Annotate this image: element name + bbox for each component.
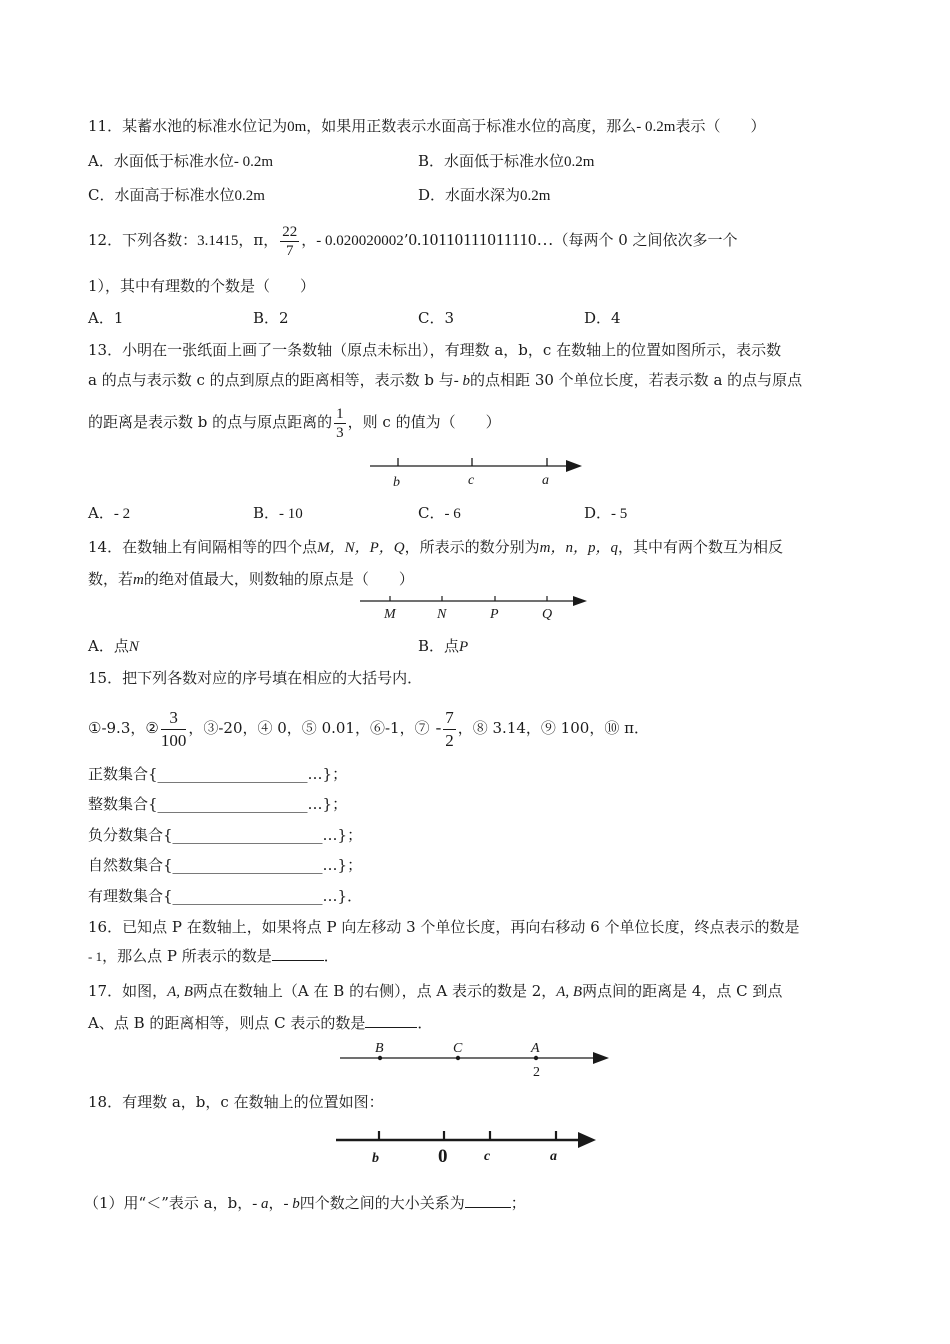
q15-numbers-2: ，③-20，④ 0，⑤ 0.01，⑥-1，⑦ [188, 719, 430, 737]
q13-option-d-value: - 5 [611, 506, 628, 522]
q13-fraction-den: 3 [336, 424, 344, 441]
q13-option-d[interactable] [584, 503, 627, 524]
q14-line-1c: ，其中有两个数互为相反 [617, 538, 783, 556]
q15-fraction-1-den: 100 [160, 730, 187, 750]
q11-option-b-value: 0.2m [564, 154, 595, 170]
q13-option-d-text: D． [584, 504, 612, 522]
q15-numbers [88, 700, 649, 756]
q11-stem [88, 116, 765, 137]
q14-line-1 [88, 537, 783, 558]
q15-set-integer[interactable]: 整数集合{____________________…}； [88, 795, 348, 813]
q16-answer-blank[interactable] [272, 960, 324, 961]
q11-option-c[interactable] [88, 185, 265, 206]
q15-fraction-2-num: 7 [443, 707, 456, 730]
q12-fraction-num: 22 [282, 223, 298, 240]
q17-line-1a: 17．如图， [88, 982, 168, 1000]
q11-stem-a: 11．某蓄水池的标准水位记为 [88, 117, 288, 135]
q12-option-a[interactable]: A．1 [88, 309, 124, 327]
q18-sep: ， [268, 1194, 284, 1212]
q13-fraction-num: 1 [336, 405, 344, 422]
q13-line-2a: a 的点与表示数 c 的点到原点的距离相等，表示数 b 与 [88, 371, 454, 389]
q18-neg-a: - a [252, 1196, 269, 1212]
q14-label-n: N [437, 607, 447, 622]
q13-option-c-value: - 6 [444, 506, 461, 522]
q17-line-1b: 两点在数轴上（A 在 B 的右侧），点 A 表示的数是 2， [192, 982, 557, 1000]
q12-stem [88, 220, 738, 261]
q13-label-a: a [542, 473, 549, 488]
q11-option-a-text: A．水面低于标准水位 [88, 152, 234, 170]
q14-vars: m，n，p，q [539, 540, 618, 556]
q16-line-2-text: ，那么点 P 所表示的数是 [102, 947, 272, 965]
q13-label-c: c [468, 473, 475, 488]
q17-line-2-text: A、点 B 的距离相等，则点 C 表示的数是 [88, 1014, 366, 1032]
q14-option-a-value: N [128, 639, 139, 655]
q18-label-a: a [550, 1149, 557, 1164]
q15-set-positive[interactable]: 正数集合{____________________…}； [88, 765, 348, 783]
q15-fraction-2 [443, 707, 456, 752]
q13-line-1: 13．小明在一张纸面上画了一条数轴（原点未标出），有理数 a，b，c 在数轴上的位置如图所示，表示数 [88, 341, 782, 359]
q17-answer-blank[interactable] [365, 1027, 417, 1028]
q17-line-1 [88, 981, 782, 1002]
q11-option-a[interactable] [88, 151, 273, 172]
q14-option-a[interactable] [88, 636, 139, 657]
q14-line-2 [88, 569, 414, 590]
q14-number-line [355, 592, 595, 626]
q16-end: ． [323, 947, 339, 965]
q12-stem-a: 12．下列各数： [88, 231, 198, 249]
q13-option-b-text: B． [253, 504, 280, 522]
q14-option-b[interactable] [418, 636, 468, 657]
q13-fraction [334, 405, 346, 442]
q15-set-rational[interactable]: 有理数集合{____________________…}． [88, 887, 363, 905]
q18-label-c: c [484, 1149, 491, 1164]
q11-neg: - 0.2m [636, 119, 676, 135]
q12-stem-line2: 1），其中有理数的个数是（ ） [88, 277, 316, 295]
q15-numbers-3: ，⑧ 3.14，⑨ 100，⑩ π． [457, 719, 649, 737]
q17-point-b [378, 1056, 382, 1060]
q13-number-line [360, 452, 590, 492]
q13-option-a-value: - 2 [113, 506, 131, 522]
q14-label-q: Q [542, 607, 553, 622]
q16-neg-one: - 1 [88, 949, 103, 964]
q12-option-d[interactable]: D．4 [584, 309, 621, 327]
q11-option-a-value: - 0.2m [233, 154, 274, 170]
q14-line-1a: 14．在数轴上有间隔相等的四个点 [88, 538, 318, 556]
q18-number-line [330, 1122, 605, 1170]
q15-title: 15．把下列各数对应的序号填在相应的大括号内． [88, 669, 423, 687]
q11-option-c-text: C．水面高于标准水位 [88, 186, 235, 204]
q12-option-c[interactable]: C．3 [418, 309, 455, 327]
q18-neg-b: - b [283, 1196, 300, 1212]
q13-option-a[interactable] [88, 503, 130, 524]
q15-fraction-1-num: 3 [161, 707, 187, 730]
q11-stem-c: 表示（ ） [675, 117, 766, 135]
q17-label-b: B [375, 1041, 384, 1056]
q13-line-3 [88, 402, 501, 442]
q17-point-c [456, 1056, 460, 1060]
q12-sep-2: ’ [403, 231, 409, 249]
q12-fraction-den: 7 [285, 242, 294, 259]
q18-sub-1b: 四个数之间的大小关系为 [299, 1194, 465, 1212]
q17-point-a [534, 1056, 538, 1060]
q15-fraction-2-den: 2 [445, 730, 454, 750]
q13-option-c[interactable] [418, 503, 461, 524]
q14-label-p: P [490, 607, 499, 622]
q16-line-1: 16．已知点 P 在数轴上，如果将点 P 向左移动 3 个单位长度，再向右移动 6 个单位长度，终点表示的数是 [88, 918, 800, 936]
q11-option-d-text: D．水面水深为 [418, 186, 521, 204]
q15-numbers-1: ①-9.3，② [88, 719, 159, 737]
q18-label-zero: 0 [438, 1146, 448, 1167]
q17-label-c: C [453, 1041, 463, 1056]
q14-var-m: m [133, 572, 144, 588]
q17-ab-1: A, B [167, 984, 193, 1000]
q11-stem-b: ，如果用正数表示水面高于标准水位的高度，那么 [306, 117, 637, 135]
q13-option-b-value: - 10 [279, 506, 303, 522]
q14-line-2a: 数，若 [88, 570, 134, 588]
q14-line-1b: ，所表示的数分别为 [404, 538, 540, 556]
q13-line-2b: 的点相距 30 个单位长度，若表示数 a 的点与原点 [470, 371, 803, 389]
q18-sub-1 [84, 1193, 526, 1214]
q13-label-b: b [393, 475, 400, 490]
q14-option-b-value: P [459, 639, 469, 655]
q12-number-1: 3.1415 [197, 233, 239, 249]
q18-answer-blank[interactable] [465, 1207, 511, 1208]
q11-option-b-text: B．水面低于标准水位 [418, 152, 565, 170]
q18-title: 18．有理数 a，b，c 在数轴上的位置如图： [88, 1093, 384, 1111]
q13-option-b[interactable] [253, 503, 303, 524]
q16-line-2 [88, 946, 339, 967]
q11-option-d-value: 0.2m [520, 188, 551, 204]
q13-line-3a: 的距离是表示数 b 的点与原点距离的 [88, 413, 333, 431]
q17-ab-2: A, B [556, 984, 583, 1000]
q17-end: ． [417, 1014, 433, 1032]
q12-sep-1: ， [301, 231, 317, 249]
q11-option-d[interactable] [418, 185, 550, 206]
q12-fraction [280, 223, 299, 260]
q14-points: M，N，P，Q [317, 540, 405, 556]
q18-end: ； [510, 1194, 526, 1212]
q11-zero: 0m [287, 119, 307, 135]
q14-option-a-text: A．点 [88, 637, 129, 655]
q18-sub-1a: （1）用“＜”表示 a，b， [84, 1194, 253, 1212]
q14-line-2b: 的绝对值最大，则数轴的原点是（ ） [143, 570, 414, 588]
q18-label-b: b [372, 1151, 379, 1166]
q13-option-c-text: C． [418, 504, 445, 522]
q13-line-3b: ，则 c 的值为（ ） [347, 413, 501, 431]
q12-number-4: 0.10110111011110… [408, 230, 554, 249]
q12-number-3: - 0.020020002 [316, 233, 404, 249]
q13-line-2 [88, 370, 802, 391]
q13-option-a-text: A． [88, 504, 114, 522]
q15-minus: - [435, 718, 442, 737]
q14-option-b-text: B．点 [418, 637, 460, 655]
q13-neg-b: - b [453, 373, 471, 389]
q17-value-a: 2 [533, 1065, 540, 1080]
q15-fraction-1 [161, 707, 187, 752]
q12-number-2: ，π， [238, 231, 279, 249]
q12-stem-b: （每两个 0 之间依次多一个 [553, 231, 738, 249]
q12-option-b[interactable]: B．2 [253, 309, 289, 327]
q15-set-negative-fraction[interactable]: 负分数集合{____________________…}； [88, 826, 363, 844]
q14-label-m: M [384, 607, 396, 622]
q17-line-2 [88, 1013, 432, 1033]
q17-number-line [335, 1038, 620, 1082]
q15-set-natural[interactable]: 自然数集合{____________________…}； [88, 856, 363, 874]
q17-label-a: A [531, 1041, 540, 1056]
q17-line-1c: 两点间的距离是 4，点 C 到点 [582, 982, 783, 1000]
q11-option-b[interactable] [418, 151, 594, 172]
q11-option-c-value: 0.2m [234, 188, 265, 204]
